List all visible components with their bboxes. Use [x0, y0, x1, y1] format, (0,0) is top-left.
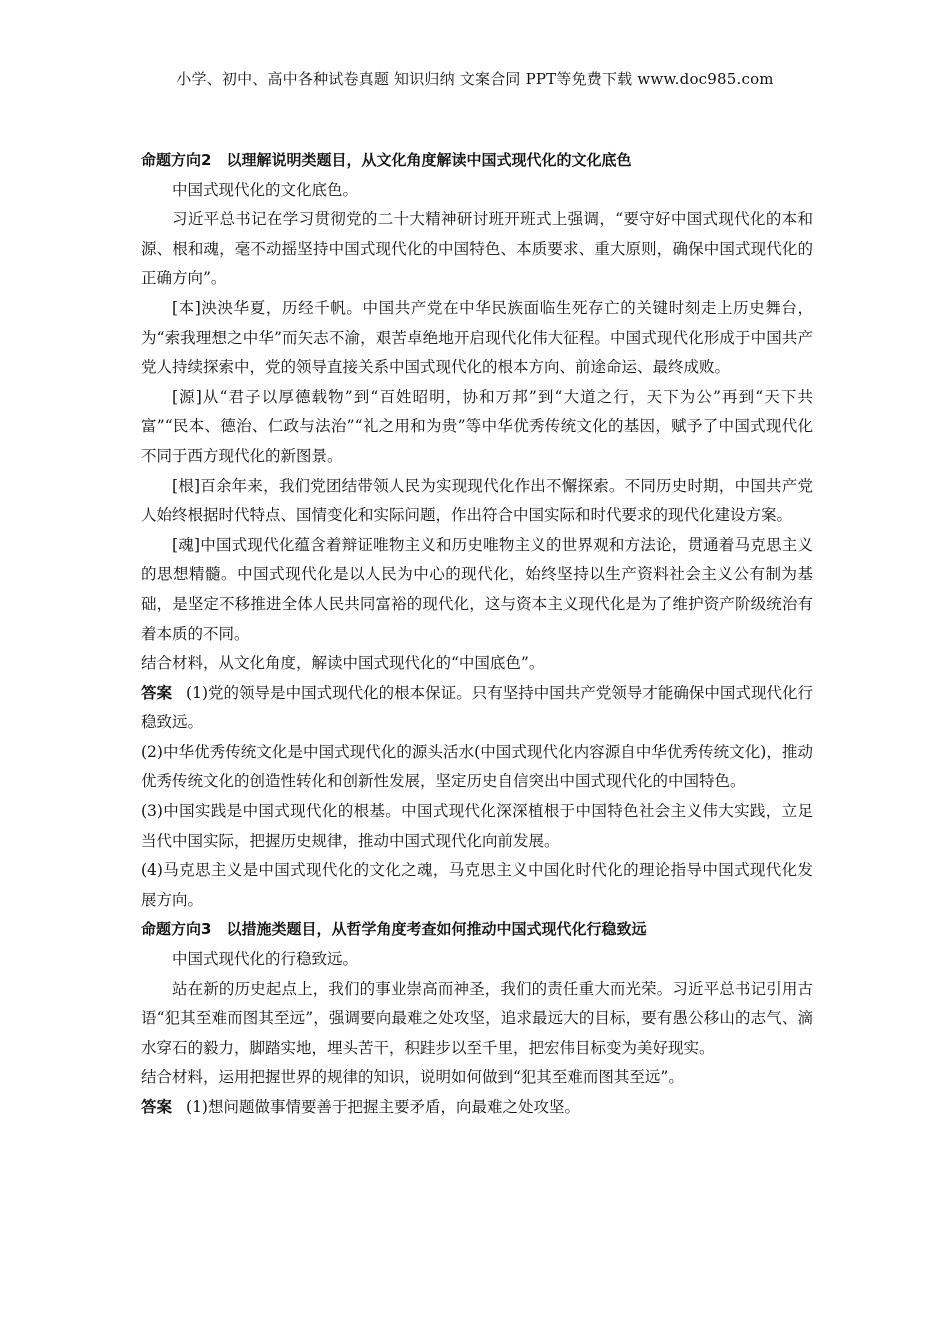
material-title: 中国式现代化的文化底色。	[172, 180, 359, 199]
answer-label: 答案	[141, 1098, 173, 1116]
document-body	[141, 146, 813, 1123]
answer-text: (1)党的领导是中国式现代化的根本保证。只有坚持中国共产党领导才能确保中国式现代化行稳致远。	[141, 683, 813, 732]
question-text: 结合材料，从文化角度，解读中国式现代化的“中国底色”。	[141, 654, 545, 673]
material-paragraph: 习近平总书记在学习贯彻党的二十大精神研讨班开班式上强调，“要守好中国式现代化的本和源、根和魂，毫不动摇坚持中国式现代化的中国特色、本质要求、重大原则，确保中国式现代化的正确方向”。	[141, 210, 813, 288]
material-paragraph: [本]泱泱华夏，历经千帆。中国共产党在中华民族面临生死存亡的关键时刻走上历史舞台，为“索我理想之中华”而矢志不渝，艰苦卓绝地开启现代化伟大征程。中国式现代化形成于中国共产党人持续探索中，党的领导直接关系中国式现代化的根本方向、前途命运、最终成败。	[141, 298, 813, 377]
page-header: 小学、初中、高中各种试卷真题 知识归纳 文案合同 PPT等免费下载 www.doc985.com	[176, 70, 774, 88]
answer-item: (2)中华优秀传统文化是中国式现代化的源头活水(中国式现代化内容源自中华优秀传统文化)，推动优秀传统文化的创造性转化和创新性发展，坚定历史自信突出中国式现代化的中国特色。	[141, 742, 813, 791]
section-heading: 命题方向2 以理解说明类题目，从文化角度解读中国式现代化的文化底色	[141, 151, 632, 169]
answer-item: (4)马克思主义是中国式现代化的文化之魂，马克思主义中国化时代化的理论指导中国式现代化发展方向。	[141, 861, 813, 909]
answer-item	[141, 679, 813, 738]
answer-item: (3)中国实践是中国式现代化的根基。中国式现代化深深植根于中国特色社会主义伟大实践，立足当代中国实际，把握历史规律，推动中国式现代化向前发展。	[141, 802, 813, 850]
section-heading: 命题方向3 以措施类题目，从哲学角度考查如何推动中国式现代化行稳致远	[141, 920, 647, 939]
answer-item	[141, 1093, 813, 1123]
question-text: 结合材料，运用把握世界的规律的知识，说明如何做到“犯其至难而图其至远”。	[141, 1068, 684, 1087]
material-paragraph: [魂]中国式现代化蕴含着辩证唯物主义和历史唯物主义的世界观和方法论，贯通着马克思主义的思想精髓。中国式现代化是以人民为中心的现代化，始终坚持以生产资料社会主义公有制为基础，是坚定不移推进全体人民共同富裕的现代化，这与资本主义现代化是为了维护资产阶级统治有着本质的不同。	[141, 535, 813, 643]
material-title: 中国式现代化的行稳致远。	[172, 950, 359, 969]
answer-text: (1)想问题做事情要善于把握主要矛盾，向最难之处攻坚。	[186, 1098, 580, 1116]
material-paragraph: [根]百余年来，我们党团结带领人民为实现现代化作出不懈探索。不同历史时期，中国共产党人始终根据时代特点、国情变化和实际问题，作出符合中国实际和时代要求的现代化建设方案。	[141, 476, 813, 525]
material-paragraph: 站在新的历史起点上，我们的事业崇高而神圣，我们的责任重大而光荣。习近平总书记引用古语“犯其至难而图其至远”，强调要向最难之处攻坚，追求最远大的目标，要有愚公移山的志气、滴水穿石的毅力，脚踏实地，埋头苦干，积跬步以至千里，把宏伟目标变为美好现实。	[141, 979, 813, 1057]
material-paragraph: [源]从“君子以厚德载物”到“百姓昭明，协和万邦”到“大道之行，天下为公”再到“天下共富”“民本、德治、仁政与法治”“礼之用和为贵”等中华优秀传统文化的基因，赋予了中国式现代化不同于西方现代化的新图景。	[141, 387, 813, 465]
answer-label: 答案	[141, 683, 173, 702]
